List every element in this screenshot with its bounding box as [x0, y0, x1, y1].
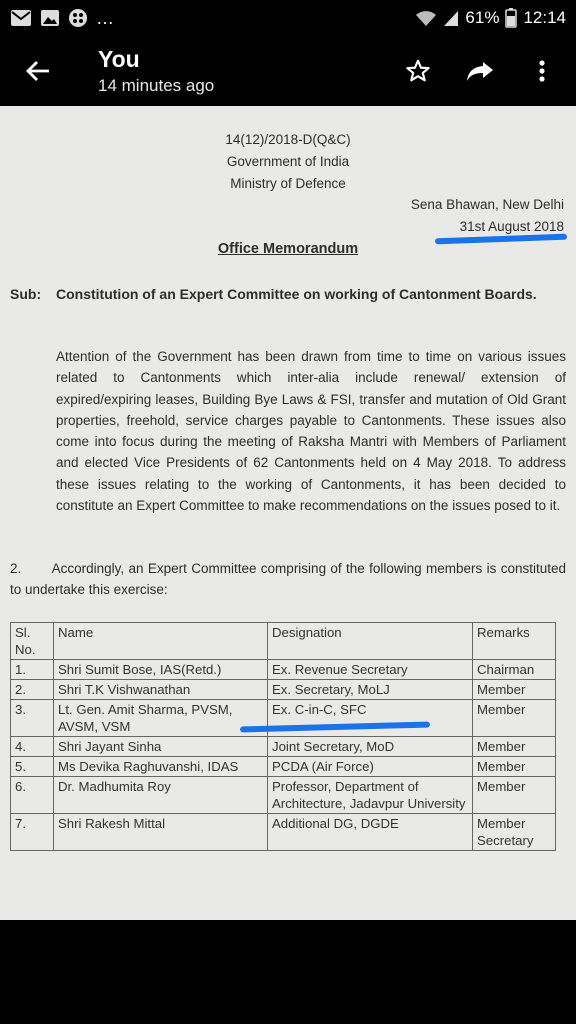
- subject: [10, 284, 566, 304]
- paragraph-2: [10, 558, 566, 601]
- ministry-name: Ministry of Defence: [230, 176, 346, 191]
- table-header: [11, 623, 556, 660]
- cell-name: Shri Rakesh Mittal: [54, 814, 268, 851]
- memo-heading: Office Memorandum: [217, 241, 359, 257]
- document-photo[interactable]: [0, 106, 576, 920]
- table-row: [11, 777, 556, 814]
- share-icon: [465, 59, 495, 83]
- wifi-icon: [415, 9, 437, 27]
- cell-name: Ms Devika Raghuvanshi, IDAS: [54, 757, 268, 777]
- cell-designation: Joint Secretary, MoD: [268, 737, 473, 757]
- back-arrow-icon: [25, 60, 51, 82]
- cell-sl: 1.: [11, 660, 54, 680]
- more-notifications-icon: …: [96, 7, 115, 28]
- subject-text: Constitution of an Expert Committee on working of Cantonment Boards.: [56, 286, 537, 302]
- cell-designation: PCDA (Air Force): [268, 757, 473, 777]
- cell-remarks: Chairman: [473, 660, 556, 680]
- table-row: [11, 680, 556, 700]
- back-button[interactable]: [18, 51, 58, 91]
- header-titles: [98, 46, 214, 96]
- col-remarks: Remarks: [473, 623, 556, 660]
- cell-name: Lt. Gen. Amit Sharma, PVSM, AVSM, VSM: [54, 700, 268, 737]
- cell-name: Shri T.K Vishwanathan: [54, 680, 268, 700]
- app-bar: [0, 36, 576, 106]
- cell-sl: 7.: [11, 814, 54, 851]
- cell-remarks: Member: [473, 680, 556, 700]
- cell-sl: 4.: [11, 737, 54, 757]
- date: 31st August 2018: [459, 219, 564, 234]
- table-row: [11, 757, 556, 777]
- battery-icon: [505, 8, 517, 28]
- place: Sena Bhawan, New Delhi: [410, 197, 564, 212]
- share-button[interactable]: [460, 51, 500, 91]
- sent-time: 14 minutes ago: [98, 76, 215, 95]
- table-row: [11, 737, 556, 757]
- cell-designation: Ex. Revenue Secretary: [268, 660, 473, 680]
- cell-sl: 5.: [11, 757, 54, 777]
- paragraph-2-text: Accordingly, an Expert Committee comprising of the following members is constituted to undertake this exercise:: [10, 561, 566, 598]
- col-name: Name: [54, 623, 268, 660]
- cell-name: Dr. Madhumita Roy: [54, 777, 268, 814]
- col-sl-no: Sl. No.: [11, 623, 54, 660]
- game-icon: [68, 8, 88, 28]
- more-options-button[interactable]: [522, 51, 562, 91]
- cell-name: Shri Sumit Bose, IAS(Retd.): [54, 660, 268, 680]
- cell-remarks: Member: [473, 757, 556, 777]
- cell-remarks: Member: [473, 777, 556, 814]
- committee-table: [10, 622, 556, 851]
- image-icon: [40, 9, 60, 27]
- cell-sl: 6.: [11, 777, 54, 814]
- cell-remarks: Member Secretary: [473, 814, 556, 851]
- signal-icon: [443, 9, 459, 27]
- battery-percent: 61%: [465, 8, 500, 27]
- cell-designation: Professor, Department of Architecture, Jadavpur University: [268, 777, 473, 814]
- table-row: [11, 660, 556, 680]
- file-reference: 14(12)/2018-D(Q&C): [225, 132, 351, 147]
- cell-designation: Ex. C-in-C, SFC: [268, 700, 473, 737]
- table-row: [11, 814, 556, 851]
- star-button[interactable]: [398, 51, 438, 91]
- paragraph-2-number: 2.: [10, 561, 22, 576]
- paragraph-1-text: Attention of the Government has been drawn from time to time on various issues related to Cantonments which inter-alia include renewal/ extension of expired/expiring leases, Building Bye Laws & FSI, transfer and mutation of Old Grant properties, freehold, service charges payable to Cantonments. These issues also come into focus during the meeting of Raksha Mantri with Members of Parliament and elected Vice Presidents of 62 Cantonments held on 4 May 2018. To address these issues relating to the working of Cantonments, it has been decided to constitute an Expert Committee to make recommendations on the issues posed to it.: [56, 349, 566, 514]
- mail-icon: [10, 9, 32, 27]
- cell-remarks: Member: [473, 700, 556, 737]
- cell-designation: Ex. Secretary, MoLJ: [268, 680, 473, 700]
- subject-label: Sub:: [10, 286, 42, 302]
- col-designation: Designation: [268, 623, 473, 660]
- cell-remarks: Member: [473, 737, 556, 757]
- bottom-black-area: [0, 920, 576, 1024]
- cell-sl: 2.: [11, 680, 54, 700]
- government-name: Government of India: [226, 154, 350, 169]
- clock: 12:14: [523, 8, 566, 27]
- sender-name: You: [98, 46, 140, 72]
- paragraph-1: [10, 346, 566, 516]
- cell-name: Shri Jayant Sinha: [54, 737, 268, 757]
- cell-designation: Additional DG, DGDE: [268, 814, 473, 851]
- cell-sl: 3.: [11, 700, 54, 737]
- more-vert-icon: [538, 59, 546, 83]
- star-icon: [405, 58, 431, 84]
- status-bar: [0, 0, 576, 36]
